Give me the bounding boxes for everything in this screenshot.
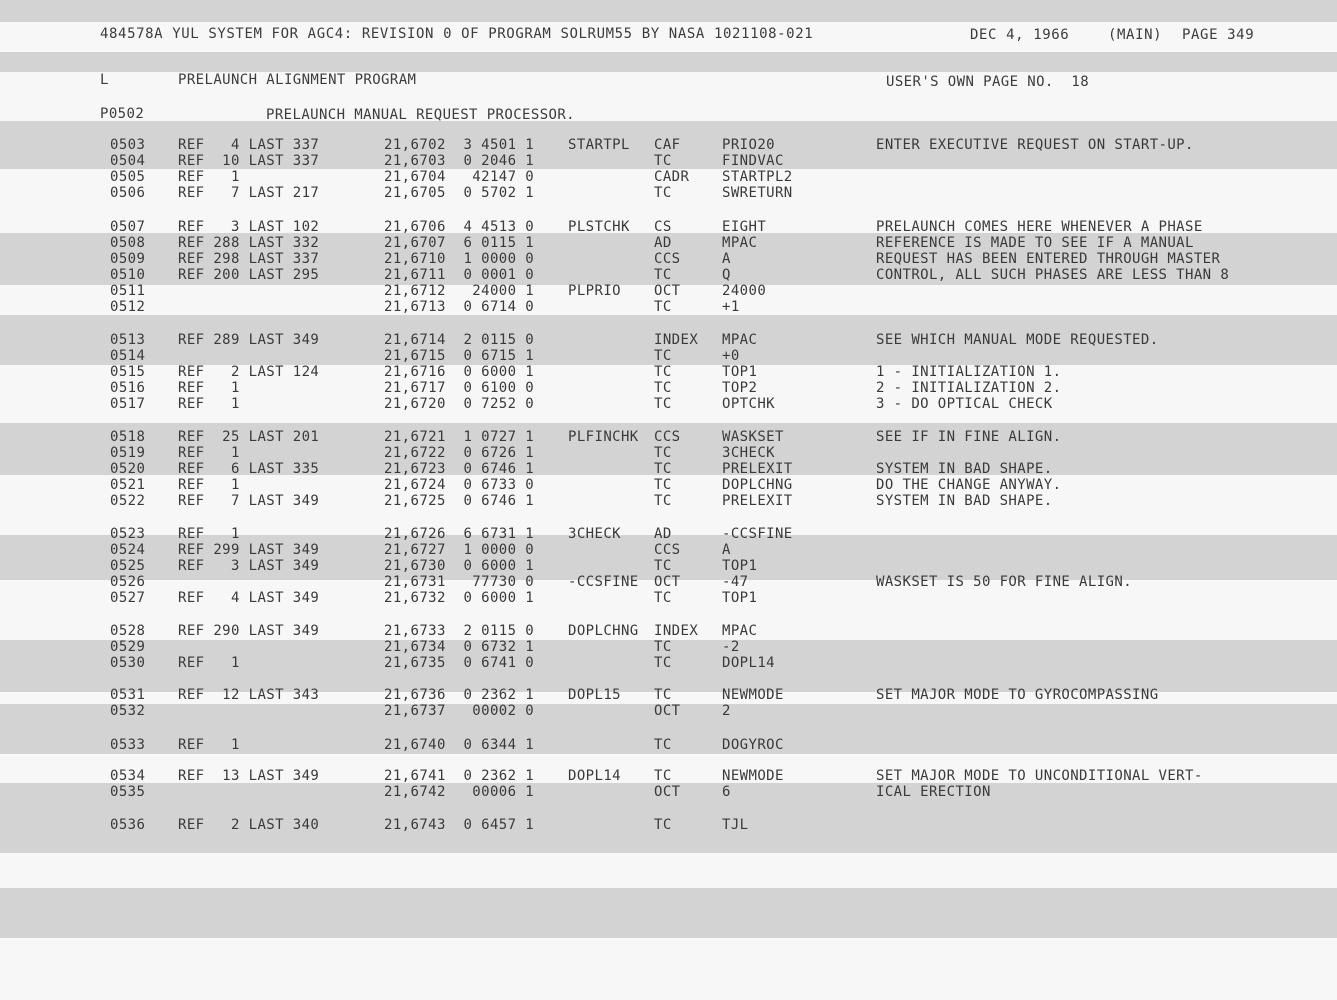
opcode: TC — [654, 737, 672, 753]
address-word: 21,6733 2 0115 0 — [384, 623, 535, 639]
address-word: 21,6740 0 6344 1 — [384, 737, 535, 753]
comment: SEE WHICH MANUAL MODE REQUESTED. — [876, 332, 1159, 348]
address-word: 21,6710 1 0000 0 — [384, 251, 535, 267]
ref-info: REF 7 LAST 217 — [178, 185, 320, 201]
code-line — [0, 590, 1337, 606]
ref-info: REF 1 — [178, 655, 240, 671]
code-line — [0, 380, 1337, 396]
operand: FINDVAC — [722, 153, 784, 169]
ref-info: REF 2 LAST 124 — [178, 364, 320, 380]
line-number: 0519 — [110, 445, 146, 461]
operand: 2 — [722, 703, 731, 719]
opcode: CCS — [654, 251, 681, 267]
opcode: TC — [654, 558, 672, 574]
ref-info: REF 200 LAST 295 — [178, 267, 320, 283]
address-word: 21,6711 0 0001 0 — [384, 267, 535, 283]
ref-info: REF 289 LAST 349 — [178, 332, 320, 348]
address-word: 21,6731 77730 0 — [384, 574, 535, 590]
shade-band — [0, 52, 1337, 72]
section-title: PRELAUNCH MANUAL REQUEST PROCESSOR. — [266, 107, 576, 123]
operand: PRELEXIT — [722, 461, 793, 477]
ref-info: REF 7 LAST 349 — [178, 493, 320, 509]
ref-info: REF 1 — [178, 737, 240, 753]
log-marker: L — [100, 72, 109, 88]
operand: NEWMODE — [722, 768, 784, 784]
code-line — [0, 558, 1337, 574]
line-number: 0532 — [110, 703, 146, 719]
ref-info: REF 1 — [178, 380, 240, 396]
operand: 6 — [722, 784, 731, 800]
opcode: TC — [654, 267, 672, 283]
opcode: INDEX — [654, 332, 699, 348]
symbol-label: PLFINCHK — [568, 429, 639, 445]
address-word: 21,6706 4 4513 0 — [384, 219, 535, 235]
listing-date: DEC 4, 1966 — [970, 27, 1070, 43]
ref-info: REF 1 — [178, 445, 240, 461]
symbol-label: -CCSFINE — [568, 574, 639, 590]
symbol-label: 3CHECK — [568, 526, 621, 542]
ref-info: REF 4 LAST 349 — [178, 590, 320, 606]
address-word: 21,6727 1 0000 0 — [384, 542, 535, 558]
line-number: 0508 — [110, 235, 146, 251]
operand: -47 — [722, 574, 749, 590]
opcode: TC — [654, 493, 672, 509]
code-line — [0, 817, 1337, 833]
line-number: 0509 — [110, 251, 146, 267]
address-word: 21,6702 3 4501 1 — [384, 137, 535, 153]
address-word: 21,6713 0 6714 0 — [384, 299, 535, 315]
ref-info: REF 10 LAST 337 — [178, 153, 320, 169]
address-word: 21,6714 2 0115 0 — [384, 332, 535, 348]
ref-info: REF 288 LAST 332 — [178, 235, 320, 251]
comment: WASKSET IS 50 FOR FINE ALIGN. — [876, 574, 1133, 590]
opcode: INDEX — [654, 623, 699, 639]
opcode: TC — [654, 687, 672, 703]
operand: DOGYROC — [722, 737, 784, 753]
code-line — [0, 784, 1337, 800]
opcode: CADR — [654, 169, 690, 185]
line-number: 0512 — [110, 299, 146, 315]
comment: 2 - INITIALIZATION 2. — [876, 380, 1062, 396]
address-word: 21,6736 0 2362 1 — [384, 687, 535, 703]
line-number: 0525 — [110, 558, 146, 574]
address-word: 21,6716 0 6000 1 — [384, 364, 535, 380]
opcode: TC — [654, 153, 672, 169]
address-word: 21,6742 00006 1 — [384, 784, 535, 800]
line-number: 0516 — [110, 380, 146, 396]
line-number: 0536 — [110, 817, 146, 833]
operand: SWRETURN — [722, 185, 793, 201]
address-word: 21,6735 0 6741 0 — [384, 655, 535, 671]
operand: 24000 — [722, 283, 767, 299]
line-number: 0513 — [110, 332, 146, 348]
code-line — [0, 332, 1337, 348]
opcode: AD — [654, 526, 672, 542]
comment: SYSTEM IN BAD SHAPE. — [876, 461, 1053, 477]
line-number: 0522 — [110, 493, 146, 509]
address-word: 21,6734 0 6732 1 — [384, 639, 535, 655]
code-line — [0, 542, 1337, 558]
address-word: 21,6732 0 6000 1 — [384, 590, 535, 606]
opcode: TC — [654, 655, 672, 671]
line-number: 0507 — [110, 219, 146, 235]
opcode: CCS — [654, 542, 681, 558]
listing-section: (MAIN) — [1108, 27, 1163, 43]
opcode: TC — [654, 477, 672, 493]
opcode: TC — [654, 639, 672, 655]
address-word: 21,6705 0 5702 1 — [384, 185, 535, 201]
address-word: 21,6712 24000 1 — [384, 283, 535, 299]
line-number: 0529 — [110, 639, 146, 655]
address-word: 21,6737 00002 0 — [384, 703, 535, 719]
opcode: TC — [654, 817, 672, 833]
operand: TJL — [722, 817, 749, 833]
line-number: 0514 — [110, 348, 146, 364]
shade-band — [0, 888, 1337, 938]
line-number: 0535 — [110, 784, 146, 800]
opcode: OCT — [654, 703, 681, 719]
line-number: 0515 — [110, 364, 146, 380]
operand: TOP1 — [722, 590, 758, 606]
code-line — [0, 219, 1337, 235]
opcode: TC — [654, 590, 672, 606]
line-number: 0534 — [110, 768, 146, 784]
opcode: TC — [654, 364, 672, 380]
operand: WASKSET — [722, 429, 784, 445]
line-number: 0523 — [110, 526, 146, 542]
operand: A — [722, 251, 731, 267]
code-line — [0, 396, 1337, 412]
line-number: 0517 — [110, 396, 146, 412]
ref-info: REF 12 LAST 343 — [178, 687, 320, 703]
user-page-number: USER'S OWN PAGE NO. 18 — [886, 74, 1090, 90]
line-number: 0511 — [110, 283, 146, 299]
code-line — [0, 687, 1337, 703]
address-word: 21,6725 0 6746 1 — [384, 493, 535, 509]
ref-info: REF 298 LAST 337 — [178, 251, 320, 267]
code-line — [0, 299, 1337, 315]
line-number: 0518 — [110, 429, 146, 445]
ref-info: REF 4 LAST 337 — [178, 137, 320, 153]
operand: EIGHT — [722, 219, 767, 235]
ref-info: REF 13 LAST 349 — [178, 768, 320, 784]
address-word: 21,6717 0 6100 0 — [384, 380, 535, 396]
code-line — [0, 461, 1337, 477]
code-line — [0, 493, 1337, 509]
address-word: 21,6720 0 7252 0 — [384, 396, 535, 412]
operand: MPAC — [722, 623, 758, 639]
operand: PRIO20 — [722, 137, 775, 153]
code-line — [0, 526, 1337, 542]
address-word: 21,6724 0 6733 0 — [384, 477, 535, 493]
code-line — [0, 655, 1337, 671]
address-word: 21,6726 6 6731 1 — [384, 526, 535, 542]
line-number: 0506 — [110, 185, 146, 201]
opcode: TC — [654, 396, 672, 412]
line-number: 0528 — [110, 623, 146, 639]
code-line — [0, 737, 1337, 753]
symbol-label: PLSTCHK — [568, 219, 630, 235]
address-word: 21,6741 0 2362 1 — [384, 768, 535, 784]
code-line — [0, 137, 1337, 153]
ref-info: REF 299 LAST 349 — [178, 542, 320, 558]
ref-info: REF 2 LAST 340 — [178, 817, 320, 833]
code-line — [0, 477, 1337, 493]
operand: DOPL14 — [722, 655, 775, 671]
symbol-label: DOPLCHNG — [568, 623, 639, 639]
code-line — [0, 768, 1337, 784]
comment: 3 - DO OPTICAL CHECK — [876, 396, 1053, 412]
operand: 3CHECK — [722, 445, 775, 461]
operand: MPAC — [722, 332, 758, 348]
code-line — [0, 623, 1337, 639]
comment: DO THE CHANGE ANYWAY. — [876, 477, 1062, 493]
opcode: CAF — [654, 137, 681, 153]
operand: +0 — [722, 348, 740, 364]
address-word: 21,6722 0 6726 1 — [384, 445, 535, 461]
code-line — [0, 267, 1337, 283]
address-word: 21,6721 1 0727 1 — [384, 429, 535, 445]
page-number: PAGE 349 — [1182, 27, 1255, 43]
line-number: 0521 — [110, 477, 146, 493]
comment: PRELAUNCH COMES HERE WHENEVER A PHASE — [876, 219, 1203, 235]
operand: MPAC — [722, 235, 758, 251]
opcode: TC — [654, 348, 672, 364]
code-line — [0, 348, 1337, 364]
line-number: 0504 — [110, 153, 146, 169]
ref-info: REF 290 LAST 349 — [178, 623, 320, 639]
operand: DOPLCHNG — [722, 477, 793, 493]
opcode: TC — [654, 299, 672, 315]
symbol-label: STARTPL — [568, 137, 630, 153]
operand: -2 — [722, 639, 740, 655]
shade-band — [0, 0, 1337, 22]
operand: -CCSFINE — [722, 526, 793, 542]
ref-info: REF 1 — [178, 169, 240, 185]
operand: Q — [722, 267, 731, 283]
operand: STARTPL2 — [722, 169, 793, 185]
line-number: 0520 — [110, 461, 146, 477]
code-line — [0, 639, 1337, 655]
opcode: TC — [654, 461, 672, 477]
code-line — [0, 703, 1337, 719]
program-title: PRELAUNCH ALIGNMENT PROGRAM — [178, 72, 417, 88]
comment: 1 - INITIALIZATION 1. — [876, 364, 1062, 380]
opcode: OCT — [654, 283, 681, 299]
comment: REQUEST HAS BEEN ENTERED THROUGH MASTER — [876, 251, 1221, 267]
ref-info: REF 1 — [178, 526, 240, 542]
comment: SYSTEM IN BAD SHAPE. — [876, 493, 1053, 509]
opcode: TC — [654, 380, 672, 396]
code-line — [0, 283, 1337, 299]
line-number: 0531 — [110, 687, 146, 703]
ref-info: REF 25 LAST 201 — [178, 429, 320, 445]
section-line-number: P0502 — [100, 106, 145, 122]
operand: TOP2 — [722, 380, 758, 396]
address-word: 21,6703 0 2046 1 — [384, 153, 535, 169]
comment: SET MAJOR MODE TO GYROCOMPASSING — [876, 687, 1159, 703]
listing-header: 484578A YUL SYSTEM FOR AGC4: REVISION 0 OF PROGRAM SOLRUM55 BY NASA 1021108-021 — [100, 26, 814, 42]
operand: PRELEXIT — [722, 493, 793, 509]
line-number: 0533 — [110, 737, 146, 753]
line-number: 0505 — [110, 169, 146, 185]
comment: SEE IF IN FINE ALIGN. — [876, 429, 1062, 445]
ref-info: REF 6 LAST 335 — [178, 461, 320, 477]
code-line — [0, 169, 1337, 185]
code-line — [0, 251, 1337, 267]
operand: +1 — [722, 299, 740, 315]
ref-info: REF 1 — [178, 396, 240, 412]
code-line — [0, 153, 1337, 169]
address-word: 21,6723 0 6746 1 — [384, 461, 535, 477]
code-line — [0, 574, 1337, 590]
operand: OPTCHK — [722, 396, 775, 412]
code-line — [0, 429, 1337, 445]
operand: TOP1 — [722, 558, 758, 574]
opcode: OCT — [654, 574, 681, 590]
opcode: TC — [654, 185, 672, 201]
comment: ICAL ERECTION — [876, 784, 991, 800]
opcode: TC — [654, 768, 672, 784]
comment: REFERENCE IS MADE TO SEE IF A MANUAL — [876, 235, 1194, 251]
line-number: 0527 — [110, 590, 146, 606]
line-number: 0510 — [110, 267, 146, 283]
opcode: TC — [654, 445, 672, 461]
address-word: 21,6730 0 6000 1 — [384, 558, 535, 574]
comment: SET MAJOR MODE TO UNCONDITIONAL VERT- — [876, 768, 1203, 784]
symbol-label: PLPRIO — [568, 283, 621, 299]
ref-info: REF 3 LAST 102 — [178, 219, 320, 235]
comment: ENTER EXECUTIVE REQUEST ON START-UP. — [876, 137, 1194, 153]
code-line — [0, 445, 1337, 461]
opcode: CCS — [654, 429, 681, 445]
operand: A — [722, 542, 731, 558]
code-line — [0, 185, 1337, 201]
line-number: 0524 — [110, 542, 146, 558]
opcode: OCT — [654, 784, 681, 800]
comment: CONTROL, ALL SUCH PHASES ARE LESS THAN 8 — [876, 267, 1230, 283]
address-word: 21,6707 6 0115 1 — [384, 235, 535, 251]
ref-info: REF 3 LAST 349 — [178, 558, 320, 574]
code-line — [0, 364, 1337, 380]
line-number: 0526 — [110, 574, 146, 590]
symbol-label: DOPL14 — [568, 768, 621, 784]
line-number: 0530 — [110, 655, 146, 671]
code-line — [0, 235, 1337, 251]
line-number: 0503 — [110, 137, 146, 153]
address-word: 21,6715 0 6715 1 — [384, 348, 535, 364]
opcode: CS — [654, 219, 672, 235]
operand: TOP1 — [722, 364, 758, 380]
opcode: AD — [654, 235, 672, 251]
address-word: 21,6704 42147 0 — [384, 169, 535, 185]
ref-info: REF 1 — [178, 477, 240, 493]
address-word: 21,6743 0 6457 1 — [384, 817, 535, 833]
operand: NEWMODE — [722, 687, 784, 703]
symbol-label: DOPL15 — [568, 687, 621, 703]
